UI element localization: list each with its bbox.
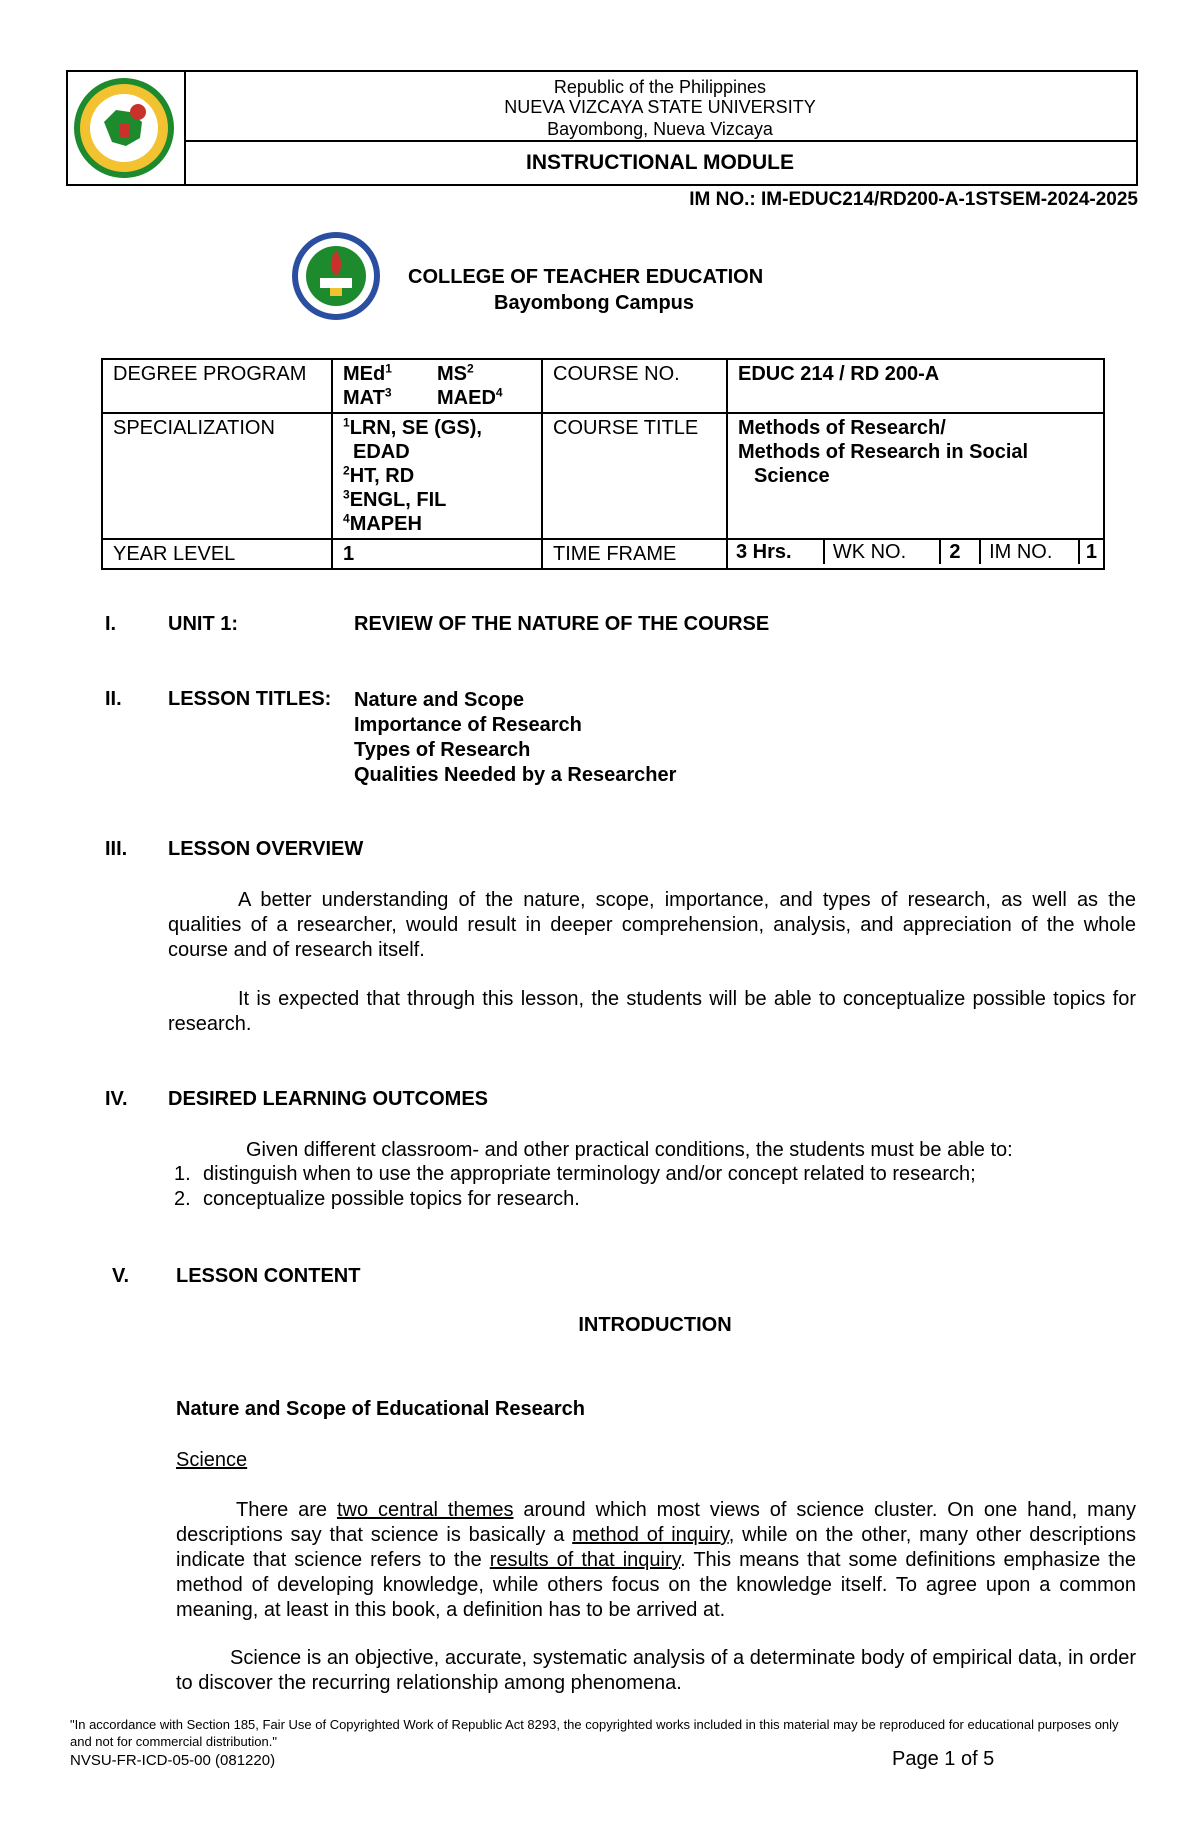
module-title: INSTRUCTIONAL MODULE [526, 151, 794, 174]
course-no-label: COURSE NO. [542, 359, 727, 413]
spec-1b: EDAD [353, 441, 410, 463]
section-5-number: V. [112, 1265, 130, 1287]
college-name: COLLEGE OF TEACHER EDUCATION [408, 266, 764, 288]
course-title-label: COURSE TITLE [542, 413, 727, 539]
week-no-value: 2 [941, 540, 981, 564]
section-2-number: II. [105, 688, 122, 710]
lesson-title: Types of Research [354, 739, 531, 761]
degree-maed-sup: 4 [495, 385, 503, 400]
section-4-number: IV. [105, 1088, 128, 1110]
course-info-table [101, 358, 1105, 570]
spec-4: MAPEH [349, 513, 422, 535]
im-no-value: 1 [1085, 541, 1098, 563]
course-title-line-3: Science [754, 465, 830, 487]
college-block [408, 264, 763, 316]
specialization-values [332, 413, 542, 539]
header-location: Bayombong, Nueva Vizcaya [547, 119, 773, 139]
section-4-title: DESIRED LEARNING OUTCOMES [168, 1088, 489, 1110]
time-frame-value: 3 Hrs. [728, 540, 825, 564]
university-seal-icon [68, 72, 180, 184]
science-heading-text: Science [176, 1449, 248, 1471]
form-code: NVSU-FR-ICD-05-00 (081220) [70, 1752, 276, 1769]
sci-p1-underline-3: results of that inquiry [489, 1549, 681, 1571]
spec-3-sup: 3 [343, 487, 350, 502]
lesson-title: Nature and Scope [354, 689, 525, 711]
week-no-label: WK NO. [825, 540, 942, 564]
degree-mat: MAT [343, 387, 385, 409]
overview-paragraph-1: A better understanding of the nature, scope, importance, and types of research, as well as the qualities of a researcher, would result in deeper comprehension, analysis, and appreciation of the whole course and of research itself. [168, 889, 1136, 961]
section-2-label: LESSON TITLES: [168, 688, 332, 710]
lesson-titles-list [354, 688, 676, 788]
header-divider [184, 140, 1136, 142]
overview-paragraph-2: It is expected that through this lesson, the students will be able to conceptualize possible topics for research. [168, 988, 1136, 1035]
spec-3: ENGL, FIL [349, 489, 447, 511]
section-1-title: REVIEW OF THE NATURE OF THE COURSE [354, 613, 770, 635]
section-3-number: III. [105, 838, 128, 860]
degree-mat-sup: 3 [384, 385, 392, 400]
spec-1: LRN, SE (GS), [349, 417, 482, 439]
lesson-title: Qualities Needed by a Researcher [354, 764, 677, 786]
section-1-label: UNIT 1: [168, 613, 238, 635]
college-seal-icon [290, 230, 382, 322]
year-level-value: 1 [332, 539, 542, 569]
outcome-2: conceptualize possible topics for research. [203, 1188, 580, 1210]
section-3-title: LESSON OVERVIEW [168, 838, 364, 860]
university-logo-cell [68, 72, 186, 184]
science-paragraph-2: Science is an objective, accurate, systematic analysis of a determinate body of empirical data, in order to discover the recurring relationship among phenomena. [176, 1647, 1136, 1694]
table-row [102, 539, 1104, 569]
sci-p1-underline-2: method of inquiry [572, 1524, 729, 1546]
sci-p1-part-b: around which most views of science cluster. On one hand, many descriptions say that science is basically a [176, 1499, 1136, 1546]
table-row [102, 359, 1104, 413]
time-frame-label: TIME FRAME [542, 539, 727, 569]
degree-ms-sup: 2 [467, 361, 474, 376]
course-title-value [727, 413, 1104, 539]
im-number: IM NO.: IM-EDUC214/RD200-A-1STSEM-2024-2025 [689, 189, 1138, 210]
year-level-label: YEAR LEVEL [102, 539, 332, 569]
course-no-value: EDUC 214 / RD 200-A [727, 359, 1104, 413]
science-heading [176, 1448, 247, 1473]
header-university: NUEVA VIZCAYA STATE UNIVERSITY [504, 97, 816, 117]
header-box [66, 70, 1138, 186]
section-5-title: LESSON CONTENT [176, 1265, 361, 1287]
spec-4-sup: 4 [343, 511, 350, 526]
introduction-heading: INTRODUCTION [578, 1314, 732, 1336]
table-row [102, 413, 1104, 539]
course-title-line-1: Methods of Research/ [738, 417, 946, 439]
time-frame-cell [727, 539, 1104, 569]
copyright-note: "In accordance with Section 185, Fair Use of Copyrighted Work of Republic Act 8293, the copyrighted works included in this material may be reproduced for educational purposes only and not for commercial distribution." [70, 1717, 1119, 1749]
degree-maed: MAED [437, 387, 496, 409]
section-1-number: I. [105, 613, 117, 635]
outcomes-intro: Given different classroom- and other practical conditions, the students must be able to: [246, 1139, 1013, 1161]
specialization-label: SPECIALIZATION [102, 413, 332, 539]
spec-2-sup: 2 [343, 463, 350, 478]
im-no-label: IM NO. [981, 540, 1080, 564]
degree-med: MEd [343, 363, 386, 385]
sci-p1-part-c: , while on the other, many other descriptions indicate that science refers to the [176, 1524, 1137, 1571]
spec-2: HT, RD [349, 465, 415, 487]
outcome-1: distinguish when to use the appropriate terminology and/or concept related to research; [203, 1163, 976, 1185]
spec-1-sup: 1 [343, 415, 350, 430]
degree-ms: MS [437, 363, 467, 385]
outcome-1-number: 1. [174, 1163, 191, 1185]
sci-p1-underline-1: two central themes [336, 1499, 514, 1521]
college-campus: Bayombong Campus [494, 292, 695, 314]
degree-program-values [332, 359, 542, 413]
outcome-2-number: 2. [174, 1188, 191, 1210]
sci-p1-part-d: . This means that some definitions emphasize the method of developing knowledge, while others focus on the knowledge itself. To agree upon a common meaning, at least in this book, a definition has to be arrived at. [176, 1549, 1136, 1621]
page-number: Page 1 of 5 [892, 1748, 995, 1770]
degree-med-sup: 1 [385, 361, 392, 376]
science-paragraph-1 [176, 1498, 1136, 1623]
sci-p1-part-a: There are [236, 1499, 337, 1521]
subsection-heading: Nature and Scope of Educational Research [176, 1398, 585, 1420]
degree-program-label: DEGREE PROGRAM [102, 359, 332, 413]
header-republic: Republic of the Philippines [553, 77, 767, 97]
course-title-line-2: Methods of Research in Social [738, 441, 1029, 463]
lesson-title: Importance of Research [354, 714, 582, 736]
